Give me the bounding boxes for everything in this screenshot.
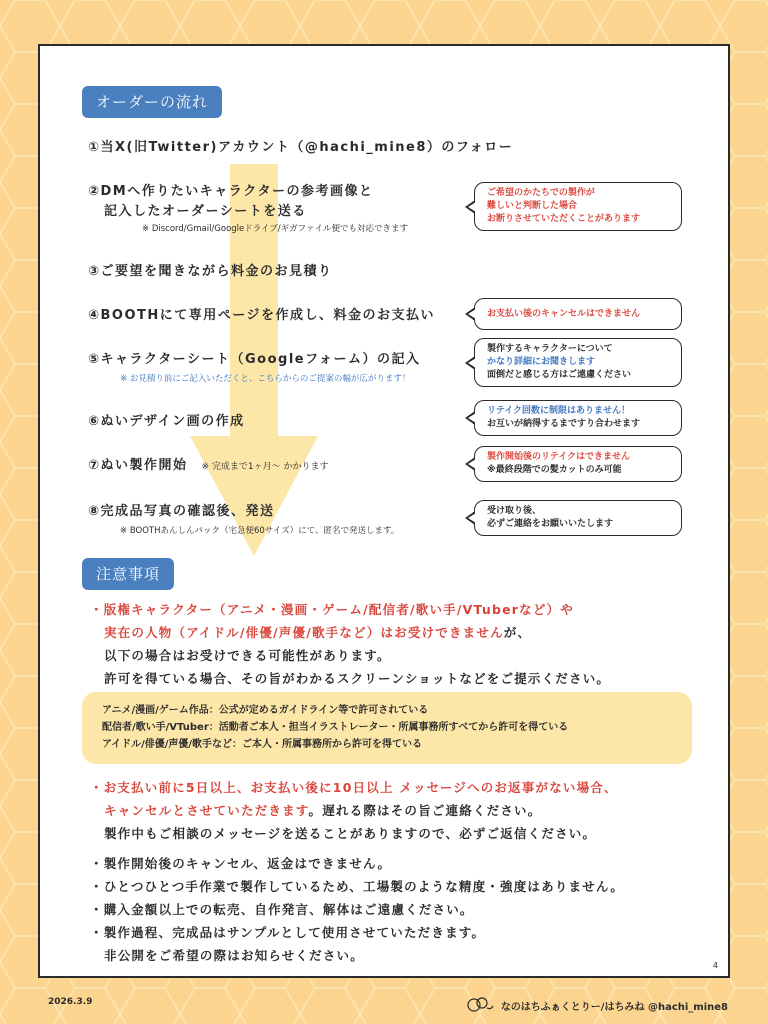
document-page <box>38 44 730 978</box>
step-7 <box>88 456 329 477</box>
step-5: ⑤キャラクターシート（Googleフォーム）の記入 <box>88 352 421 367</box>
step-2-note: ※ Discord/Gmail/Googleドライブ/ギガファイル便でも対応できます <box>142 224 408 234</box>
footer-date: 2026.3.9 <box>48 997 93 1007</box>
step-8: ⑧完成品写真の確認後、発送 <box>88 504 275 519</box>
bee-logo-icon <box>465 994 495 1016</box>
step-5-note: ※ お見積り前にご記入いただくと、こちらからのご提案の幅が広がります！ <box>120 374 411 384</box>
step-3: ③ご要望を聞きながら料金のお見積り <box>88 264 333 279</box>
caution-copyright: ・版権キャラクター（アニメ・漫画・ゲーム/配信者/歌い手/VTuberなど）や 実在の人物（アイドル/俳優/声優/歌手など）はお受けできませんが、 以下の場合はお受けできる可能性があります。 許可を得ている場合、その旨がわかるスクリーンショットなどをご提示ください。 <box>90 602 611 686</box>
footer-brand <box>465 994 728 1016</box>
caution-general: ・製作開始後のキャンセル、返金はできません。 ・ひとつひとつ手作業で製作しているため、工場製のような精度・強度はありません。 ・購入金額以上での転売、自作発言、解体はご遠慮ください。 ・製作過程、完成品はサンプルとして使用させていただきます。 非公開をご希望の際はお知らせください。 <box>90 856 625 963</box>
step-2 <box>88 182 373 222</box>
step-7-label: ⑦ぬい製作開始 <box>88 458 188 473</box>
step-2-line2: 記入したオーダーシートを送る <box>104 204 307 219</box>
bubble-no-cancel: お支払い後のキャンセルはできません <box>474 298 682 330</box>
bubble-refusal: ご希望のかたちでの製作が 難しいと判断した場合 お断りさせていただくことがあります <box>474 182 682 231</box>
bubble-retake: リテイク回数に制限はありません！ お互いが納得するまですり合わせます <box>474 400 682 436</box>
footer-brand-text: なのはちふぁくとりー/はちみね @hachi_mine8 <box>500 1001 728 1013</box>
section-title-notes: 注意事項 <box>82 558 174 590</box>
permission-box: アニメ/漫画/ゲーム作品：公式が定めるガイドライン等で許可されている 配信者/歌い手/VTuber：活動者ご本人・担当イラストレーター・所属事務所すべてから許可を得ている アイドル/俳優/声優/歌手など：ご本人・所属事務所から許可を得ている <box>82 692 692 764</box>
caution-reply: ・お支払い前に5日以上、お支払い後に10日以上 メッセージへのお返事がない場合、 キャンセルとさせていただきます。遅れる際はその旨ご連絡ください。 製作中もご相談のメッセージを送ることがありますので、必ずご返信ください。 <box>90 780 618 841</box>
section-title-order-flow: オーダーの流れ <box>82 86 222 118</box>
bubble-detail: 製作するキャラクターについて かなり詳細にお聞きします 面倒だと感じる方はご遠慮ください <box>474 338 682 387</box>
bubble-receipt: 受け取り後、 必ずご連絡をお願いいたします <box>474 500 682 536</box>
bubble-no-retake: 製作開始後のリテイクはできません ※最終段階での髪カットのみ可能 <box>474 446 682 482</box>
step-2-line1: ②DMへ作りたいキャラクターの参考画像と <box>88 184 374 199</box>
step-8-note: ※ BOOTHあんしんパック（宅急便60サイズ）にて、匿名で発送します。 <box>120 526 400 536</box>
step-6: ⑥ぬいデザイン画の作成 <box>88 414 245 429</box>
page-number: 4 <box>712 961 718 970</box>
step-4: ④BOOTHにて専用ページを作成し、料金のお支払い <box>88 308 436 323</box>
step-7-note: ※ 完成まで1ヶ月～ かかります <box>201 462 329 472</box>
step-1: ①当X(旧Twitter)アカウント（@hachi_mine8）のフォロー <box>88 140 514 155</box>
